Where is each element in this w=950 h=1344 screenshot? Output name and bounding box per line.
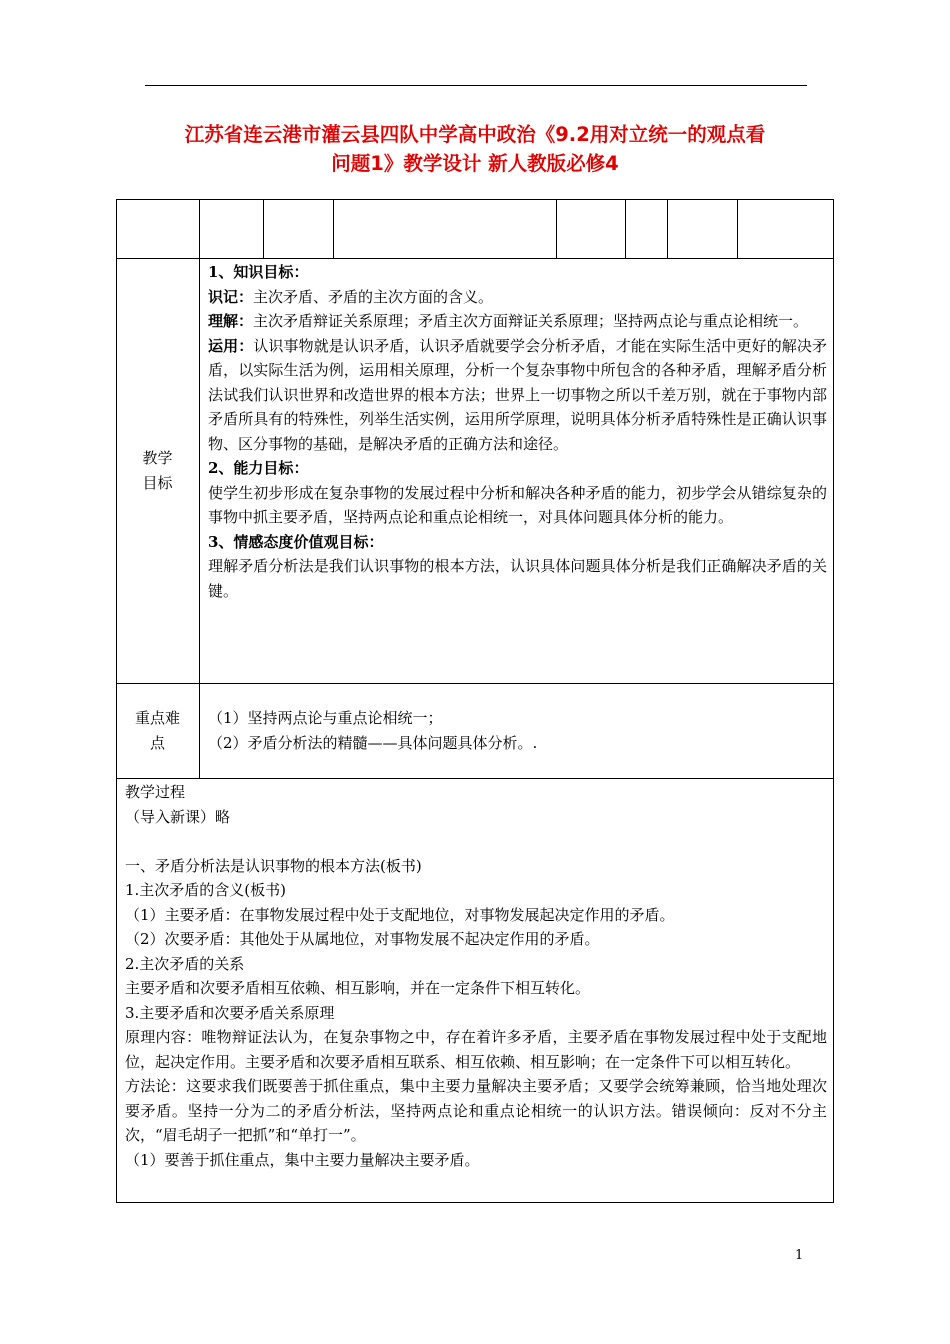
- header-rule: [145, 85, 807, 86]
- methodology-text: 方法论：这要求我们既要善于抓住重点，集中主要力量解决主要矛盾；又要学会统筹兼顾，恰当地处理次要矛盾。坚持一分为二的矛盾分析法，坚持两点论和重点论相统一的认识方法。错误倾向：反对不分主次，“眉毛胡子一把抓”和“单打一”。: [125, 1077, 827, 1144]
- title-line-2: 问题1》教学设计 新人教版必修4: [331, 152, 619, 175]
- subsection-1-2: 2.主次矛盾的关系: [125, 954, 245, 973]
- apply-text: 认识事物就是认识矛盾，认识矛盾就要学会分析矛盾，才能在实际生活中更好的解决矛盾，以实际生活为例，运用相关原理，分析一个复杂事物中所包含的各种矛盾，理解矛盾分析法试我们认识世界和改造世界的根本方法；世界上一切事物之所以千差万别，就在于事物内部矛盾所具有的特殊性，列举生活实例，运用所学原理，说明具体分析矛盾特殊性是正确认识事物、区分事物的基础，是解决矛盾的正确方法和途径。: [208, 336, 827, 453]
- item-secondary-contradiction: （2）次要矛盾：其他处于从属地位，对事物发展不起决定作用的矛盾。: [125, 930, 600, 948]
- column-divider: [667, 199, 668, 258]
- subsection-1-3: 3.主要矛盾和次要矛盾关系原理: [125, 1003, 335, 1022]
- process-intro: （导入新课）略: [125, 807, 231, 826]
- emotion-heading: 3、情感态度价值观目标：: [208, 532, 384, 551]
- understand-label: 理解：: [208, 312, 254, 330]
- emotion-text: 理解矛盾分析法是我们认识事物的根本方法，认识具体问题具体分析是我们正确解决矛盾的关键。: [208, 557, 827, 600]
- title-line-1: 江苏省连云港市灌云县四队中学高中政治《9.2用对立统一的观点看: [184, 123, 766, 146]
- column-divider: [263, 199, 264, 258]
- row-divider: [116, 683, 834, 684]
- column-divider: [625, 199, 626, 258]
- remember-line: [208, 285, 827, 310]
- row-divider: [116, 258, 834, 259]
- remember-text: 主次矛盾、矛盾的主次方面的含义。: [253, 287, 494, 306]
- keypoints-label: [116, 706, 199, 756]
- objectives-label: [116, 446, 199, 496]
- subsection-1-1: 1.主次矛盾的含义(板书): [125, 881, 287, 899]
- column-divider: [333, 199, 334, 258]
- objectives-label-line-2: 目标: [142, 474, 173, 492]
- methodology-item-1: （1）要善于抓住重点，集中主要力量解决主要矛盾。: [125, 1150, 480, 1169]
- column-divider: [556, 199, 557, 258]
- process-content: [125, 780, 827, 1172]
- relation-text: 主要矛盾和次要矛盾相互依赖、相互影响，并在一定条件下相互转化。: [125, 979, 591, 997]
- row-divider: [116, 778, 834, 779]
- remember-label: 识记：: [208, 287, 254, 306]
- section-1-heading: 一、矛盾分析法是认识事物的根本方法(板书): [125, 856, 422, 875]
- principle-text: 原理内容：唯物辩证法认为，在复杂事物之中，存在着许多矛盾，主要矛盾在事物发展过程中处于支配地位，起决定作用。主要矛盾和次要矛盾相互联系、相互依赖、相互影响；在一定条件下可以相互转化。: [125, 1028, 827, 1071]
- column-divider: [737, 199, 738, 258]
- spacer: [125, 829, 827, 854]
- keypoint-item-2: （2）矛盾分析法的精髓——具体问题具体分析。.: [208, 733, 538, 752]
- ability-heading: 2、能力目标：: [208, 459, 309, 477]
- understand-line: [208, 309, 827, 334]
- column-divider: [199, 199, 200, 778]
- keypoint-item-1: （1）坚持两点论与重点论相统一；: [208, 709, 443, 727]
- keypoints-label-line-1: 重点难: [134, 709, 180, 727]
- knowledge-heading: 1、知识目标：: [208, 263, 309, 281]
- keypoints-label-line-2: 点: [149, 734, 165, 752]
- objectives-content: [208, 260, 827, 603]
- apply-label: 运用：: [208, 336, 254, 355]
- process-heading: 教学过程: [125, 783, 186, 801]
- keypoints-content: [208, 706, 827, 755]
- item-main-contradiction: （1）主要矛盾：在事物发展过程中处于支配地位，对事物发展起决定作用的矛盾。: [125, 905, 675, 924]
- ability-text: 使学生初步形成在复杂事物的发展过程中分析和解决各种矛盾的能力，初步学会从错综复杂的事物中抓主要矛盾，坚持两点论和重点论相统一，对具体问题具体分析的能力。: [208, 483, 827, 526]
- page-number: 1: [795, 1248, 804, 1263]
- objectives-label-line-1: 教学: [142, 449, 173, 467]
- document-title: [120, 120, 830, 178]
- apply-line: [208, 334, 827, 457]
- understand-text: 主次矛盾辩证关系原理；矛盾主次方面辩证关系原理；坚持两点论与重点论相统一。: [253, 312, 809, 330]
